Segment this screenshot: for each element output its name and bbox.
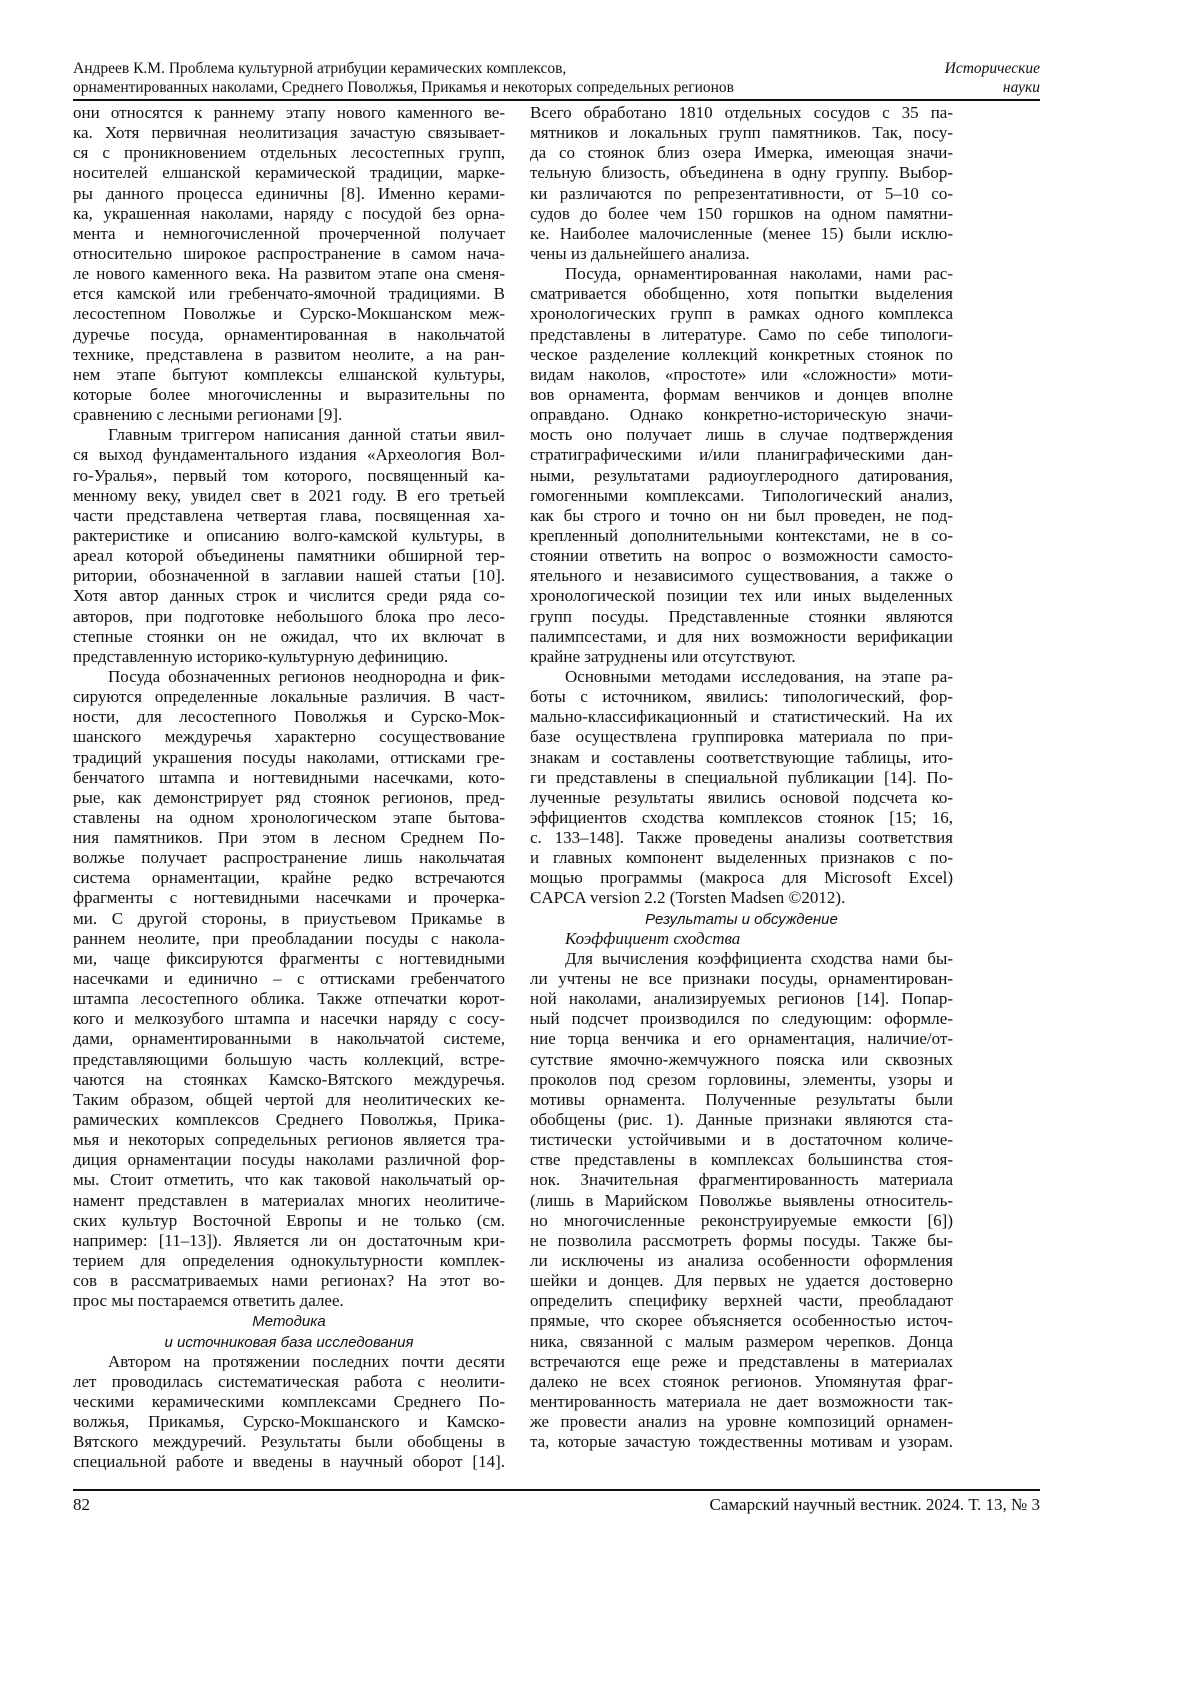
text-line: же провести анализ на уровне композиций орнамен- — [530, 1412, 953, 1432]
text-line: оправдано. Однако конкретно-историческую значи- — [530, 405, 953, 425]
text-line: волжья, Прикамья, Сурско-Мокшанского и Камско- — [73, 1412, 505, 1432]
text-line: Всего обработано 1810 отдельных сосудов с 35 па- — [530, 103, 953, 123]
text-line: система орнаментации, крайне редко встречаются — [73, 868, 505, 888]
text-line: вов орнамента, формам венчиков и донцев вполне — [530, 385, 953, 405]
text-line: крепленный дополнительными контекстами, не в со- — [530, 526, 953, 546]
page-number: 82 — [73, 1495, 90, 1515]
heading-line: Коэффициент сходства — [530, 929, 953, 949]
text-line: относительно широкое распространение в самом нача- — [73, 244, 505, 264]
text-line: ли учтены не все признаки посуды, орнаментирован- — [530, 969, 953, 989]
text-line: ния памятников. При этом в лесном Среднем По- — [73, 828, 505, 848]
text-line: видам наколов, «простоте» или «сложности» моти- — [530, 365, 953, 385]
text-line: которые более многочисленны и выразительны по — [73, 385, 505, 405]
text-line: стве представлены в комплексах большинства стоя- — [530, 1150, 953, 1170]
text-line: представлены в литературе. Само по себе типологи- — [530, 325, 953, 345]
text-line: Посуда обозначенных регионов неоднородна и фик- — [73, 667, 505, 687]
text-line: кого и мелкозубого штампа и насечки наряду с сосу- — [73, 1009, 505, 1029]
text-line: мента и немногочисленной прочерченной получает — [73, 224, 505, 244]
text-line: мость оно получает лишь в случае подтверждения — [530, 425, 953, 445]
text-line: ными, результатами радиоуглеродного датирования, — [530, 466, 953, 486]
paragraph — [530, 667, 953, 909]
text-line: сутствие ямочно-жемчужного пояска или сквозных — [530, 1050, 953, 1070]
text-line: та, которые зачастую тождественны мотивам и узорам. — [530, 1432, 953, 1452]
text-line: насечками и единично – с оттисками гребенчатого — [73, 969, 505, 989]
paragraph — [530, 264, 953, 667]
text-line: рактеристике и описанию волго-камской культуры, в — [73, 526, 505, 546]
left-column — [73, 103, 505, 1473]
text-line: ареал которой объединены памятники обширной тер- — [73, 546, 505, 566]
text-line: Посуда, орнаментированная наколами, нами рас- — [530, 264, 953, 284]
text-line: ной наколами, анализируемых регионов [14]. Попар- — [530, 989, 953, 1009]
text-line: судов до более чем 150 горшков на одном памятни- — [530, 204, 953, 224]
text-line: диция орнаментации посуды наколами различной фор- — [73, 1150, 505, 1170]
text-line: сматривается обобщенно, хотя попытки выделения — [530, 284, 953, 304]
text-line: хронологических групп в рамках одного комплекса — [530, 304, 953, 324]
text-line: стратиграфическими и/или планиграфическими дан- — [530, 445, 953, 465]
text-line: гомогенными комплексами. Типологический анализ, — [530, 486, 953, 506]
text-line: технике, представлена в развитом неолите, а на ран- — [73, 345, 505, 365]
page-footer — [73, 1489, 1040, 1491]
text-line: они относятся к раннему этапу нового каменного ве- — [73, 103, 505, 123]
text-line: ка. Хотя первичная неолитизация зачастую связывает- — [73, 123, 505, 143]
text-line: части представлена четвертая глава, посвященная ха- — [73, 506, 505, 526]
text-line: рамических комплексов Среднего Поволжья, Прика- — [73, 1110, 505, 1130]
text-line: мья и некоторых сопредельных регионов является тра- — [73, 1130, 505, 1150]
text-line: мятников и локальных групп памятников. Так, посу- — [530, 123, 953, 143]
text-line: нем этапе бытуют комплексы елшанской культуры, — [73, 365, 505, 385]
text-line: дами, орнаментированными в накольчатой системе, — [73, 1029, 505, 1049]
journal-section — [945, 59, 1040, 97]
article-title — [73, 59, 734, 97]
journal-section-line: науки — [945, 78, 1040, 97]
text-line: ный подсчет производился по следующим: оформле- — [530, 1009, 953, 1029]
text-line: ских культур Восточной Европы и не только (см. — [73, 1211, 505, 1231]
text-line: далеко не всех стоянок регионов. Упомянутая фраг- — [530, 1372, 953, 1392]
text-line: ки различаются по репрезентативности, от 5–10 со- — [530, 184, 953, 204]
text-line: крайне затруднены или отсутствуют. — [530, 647, 953, 667]
text-line: лесостепном Поволжье и Сурско-Мокшанском меж- — [73, 304, 505, 324]
text-line: Хотя автор данных строк и числится среди ряда со- — [73, 586, 505, 606]
text-line: ставлены на одном хронологическом этапе бытова- — [73, 808, 505, 828]
paragraph — [73, 425, 505, 667]
text-line: фрагменты с ногтевидными насечками и прочерка- — [73, 888, 505, 908]
text-line: ческими керамическими комплексами Среднего По- — [73, 1392, 505, 1412]
paragraph — [73, 667, 505, 1312]
journal-section-line: Исторические — [945, 59, 1040, 78]
text-line: представленную историко-культурную дефиницию. — [73, 647, 505, 667]
text-line: как бы строго и точно он ни был проведен, не под- — [530, 506, 953, 526]
text-line: обобщены (рис. 1). Данные признаки являются ста- — [530, 1110, 953, 1130]
text-line: мально-классификационный и статистический. На их — [530, 707, 953, 727]
text-line: прос мы постараемся ответить далее. — [73, 1291, 505, 1311]
text-line: Таким образом, общей чертой для неолитических ке- — [73, 1090, 505, 1110]
heading-line: Методика — [73, 1311, 505, 1331]
text-line: да со стоянок близ озера Имерка, имеющая значи- — [530, 143, 953, 163]
text-line: прямые, что скорее объясняется особенностью источ- — [530, 1311, 953, 1331]
text-line: (лишь в Марийском Поволжье выявлены относитель- — [530, 1191, 953, 1211]
text-line: степные стоянки он не ожидал, что их включат в — [73, 627, 505, 647]
text-line: проколов под срезом горловины, элементы, узоры и — [530, 1070, 953, 1090]
text-line: тельную близость, объединена в одну группу. Выбор- — [530, 163, 953, 183]
text-line: го-Уралья», первый том которого, посвященный ка- — [73, 466, 505, 486]
text-line: специальной работе и введены в научный оборот [14]. — [73, 1452, 505, 1472]
article-title-line: орнаментированных наколами, Среднего Поволжья, Прикамья и некоторых сопредельных регионов — [73, 78, 734, 97]
text-line: хронологической позиции тех или иных выделенных — [530, 586, 953, 606]
article-title-line: Андреев К.М. Проблема культурной атрибуции керамических комплексов, — [73, 59, 734, 78]
running-header — [73, 59, 1040, 101]
text-line: Основными методами исследования, на этапе ра- — [530, 667, 953, 687]
text-line: шанского междуречья характерно сосуществование — [73, 727, 505, 747]
text-line: ся с проникновением отдельных лесостепных групп, — [73, 143, 505, 163]
text-line: Для вычисления коэффициента сходства нами бы- — [530, 949, 953, 969]
subsection-heading — [530, 929, 953, 949]
text-line: сравнению с лесными регионами [9]. — [73, 405, 505, 425]
text-line: но многочисленные реконструируемые емкости [6]) — [530, 1211, 953, 1231]
text-line: ка, украшенная наколами, наряду с посудой без орна- — [73, 204, 505, 224]
text-line: сируются определенные локальные различия. В част- — [73, 687, 505, 707]
text-line: знакам и составлены соответствующие таблицы, ито- — [530, 748, 953, 768]
text-line: групп посуды. Представленные стоянки являются — [530, 607, 953, 627]
text-line: ника, связанной с малым размером черепков. Донца — [530, 1332, 953, 1352]
text-line: ми. С другой стороны, в приустьевом Прикамье в — [73, 909, 505, 929]
text-line: нок. Значительная фрагментированность материала — [530, 1170, 953, 1190]
journal-citation: Самарский научный вестник. 2024. Т. 13, № 3 — [710, 1495, 1041, 1515]
text-line: боты с источником, явились: типологический, фор- — [530, 687, 953, 707]
text-line: волжье получает распространение лишь накольчатая — [73, 848, 505, 868]
text-line: и главных компонент выделенных признаков с по- — [530, 848, 953, 868]
text-line: стоянии ответить на вопрос о возможности самосто- — [530, 546, 953, 566]
text-line: ми, чаще фиксируются фрагменты с ногтевидными — [73, 949, 505, 969]
text-line: базе осуществлена группировка материала по при- — [530, 727, 953, 747]
text-line: ры данного процесса единичны [8]. Именно керами- — [73, 184, 505, 204]
section-heading — [530, 909, 953, 929]
text-line: Главным триггером написания данной статьи явил- — [73, 425, 505, 445]
text-line: мощью программы (макроса для Microsoft Excel) — [530, 868, 953, 888]
text-line: традиций украшения посуды наколами, оттисками гре- — [73, 748, 505, 768]
text-line: ги представлены в специальной публикации [14]. По- — [530, 768, 953, 788]
heading-line: Результаты и обсуждение — [530, 909, 953, 929]
text-line: менному веку, увидел свет в 2021 году. В его третьей — [73, 486, 505, 506]
text-line: лученные результаты явились основой подсчета ко- — [530, 788, 953, 808]
text-line: дуречье посуда, орнаментированная в накольчатой — [73, 325, 505, 345]
paragraph — [73, 103, 505, 425]
text-line: тистически устойчивыми и в достаточном количе- — [530, 1130, 953, 1150]
text-line: ли исключены из анализа особенности оформления — [530, 1251, 953, 1271]
right-column — [530, 103, 1040, 1452]
text-line: рые, как демонстрирует ряд стоянок регионов, пред- — [73, 788, 505, 808]
text-line: ности, для лесостепного Поволжья и Сурско-Мок- — [73, 707, 505, 727]
text-line: ритории, обозначенной в заглавии нашей статьи [10]. — [73, 566, 505, 586]
section-heading — [73, 1311, 505, 1351]
text-line: чаются на стоянках Камско-Вятского междуречья. — [73, 1070, 505, 1090]
text-line: например: [11–13]). Является ли он достаточным кри- — [73, 1231, 505, 1251]
text-line: намент представлен в материалах многих неолитиче- — [73, 1191, 505, 1211]
text-line: мы. Стоит отметить, что как таковой накольчатый ор- — [73, 1170, 505, 1190]
text-line: ке. Наиболее малочисленные (менее 15) были исклю- — [530, 224, 953, 244]
text-line: Вятского междуречий. Результаты были обобщены в — [73, 1432, 505, 1452]
paragraph — [73, 1352, 505, 1473]
text-line: шейки и донцев. Для первых не удается достоверно — [530, 1271, 953, 1291]
text-line: ется камской или гребенчато-ямочной традициями. В — [73, 284, 505, 304]
text-line: с. 133–148]. Также проведены анализы соответствия — [530, 828, 953, 848]
text-line: Автором на протяжении последних почти десяти — [73, 1352, 505, 1372]
text-line: сов в рассматриваемых нами регионах? На этот во- — [73, 1271, 505, 1291]
text-line: ле нового каменного века. На развитом этапе она сменя- — [73, 264, 505, 284]
text-line: чены из дальнейшего анализа. — [530, 244, 953, 264]
text-line: эффициентов сходства комплексов стоянок [15; 16, — [530, 808, 953, 828]
text-line: авторов, при подготовке небольшого блока про лесо- — [73, 607, 505, 627]
text-line: определить специфику верхней части, преобладают — [530, 1291, 953, 1311]
text-line: лет проводилась систематическая работа с неолити- — [73, 1372, 505, 1392]
text-line: представляющими большую часть коллекций, встре- — [73, 1050, 505, 1070]
text-line: не позволила рассмотреть формы посуды. Также бы- — [530, 1231, 953, 1251]
text-line: ческое разделение коллекций конкретных стоянок по — [530, 345, 953, 365]
text-line: ментированность материала не дает возможности так- — [530, 1392, 953, 1412]
text-line: штампа лесостепного облика. Также отпечатки корот- — [73, 989, 505, 1009]
text-line: ся выход фундаментального издания «Археология Вол- — [73, 445, 505, 465]
paragraph — [530, 949, 953, 1453]
text-line: носителей елшанской керамической традиции, марке- — [73, 163, 505, 183]
text-line: ние торца венчика и его орнаментация, наличие/от- — [530, 1029, 953, 1049]
text-line: мотивы орнамента. Полученные результаты были — [530, 1090, 953, 1110]
text-line: палимпсестами, и для них возможности верификации — [530, 627, 953, 647]
text-line: бенчатого штампа и ногтевидными насечками, кото- — [73, 768, 505, 788]
text-line: терием для определения однокультурности комплек- — [73, 1251, 505, 1271]
text-line: встречаются еще реже и представлены в материалах — [530, 1352, 953, 1372]
heading-line: и источниковая база исследования — [73, 1332, 505, 1352]
text-line: раннем неолите, при преобладании посуды с накола- — [73, 929, 505, 949]
text-line: CAPCA version 2.2 (Torsten Madsen ©2012). — [530, 888, 953, 908]
paragraph — [530, 103, 953, 264]
text-line: ятельного и независимого существования, а также о — [530, 566, 953, 586]
